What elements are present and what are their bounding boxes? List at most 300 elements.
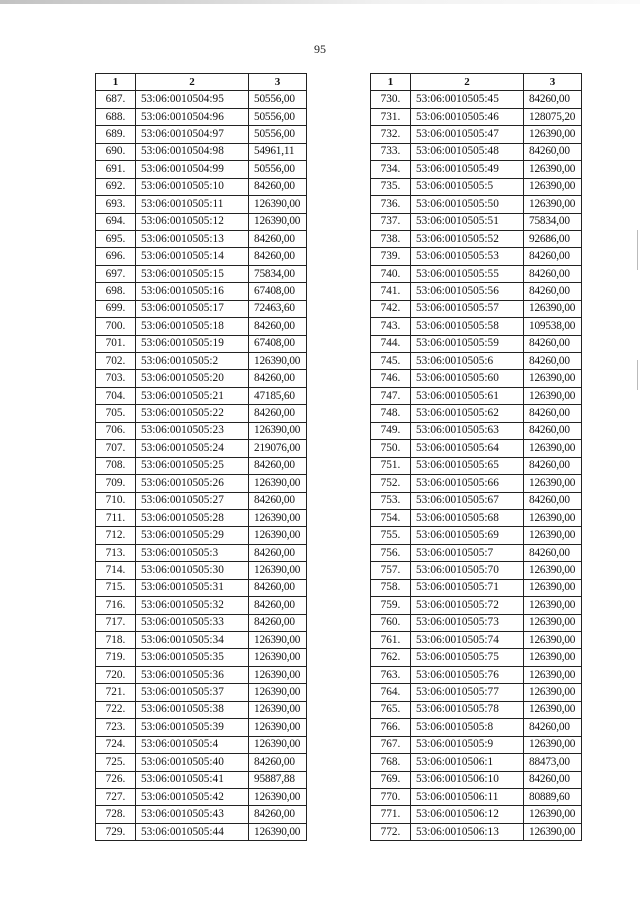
- table-row: [96, 475, 307, 492]
- row-number: 703.: [96, 370, 136, 387]
- cadastral-number: 53:06:0010505:25: [136, 457, 249, 474]
- cadastral-number: 53:06:0010505:57: [411, 300, 524, 317]
- row-number: 699.: [96, 300, 136, 317]
- cadastral-value: 47185,60: [249, 387, 307, 404]
- cadastral-value: 84260,00: [249, 614, 307, 631]
- table-row: [96, 649, 307, 666]
- table-row: [371, 475, 582, 492]
- cadastral-value: 84260,00: [524, 91, 582, 108]
- cadastral-value: 75834,00: [249, 265, 307, 282]
- row-number: 687.: [96, 91, 136, 108]
- cadastral-value: 126390,00: [524, 806, 582, 823]
- row-number: 770.: [371, 788, 411, 805]
- row-number: 734.: [371, 161, 411, 178]
- cadastral-number: 53:06:0010505:50: [411, 196, 524, 213]
- table-row: [371, 143, 582, 160]
- row-number: 706.: [96, 422, 136, 439]
- cadastral-value: 126390,00: [249, 736, 307, 753]
- table-row: [371, 230, 582, 247]
- row-number: 730.: [371, 91, 411, 108]
- cadastral-number: 53:06:0010505:52: [411, 230, 524, 247]
- cadastral-number: 53:06:0010505:43: [136, 806, 249, 823]
- cadastral-value: 50556,00: [249, 161, 307, 178]
- cadastral-number: 53:06:0010505:47: [411, 126, 524, 143]
- table-row: [371, 318, 582, 335]
- row-number: 748.: [371, 405, 411, 422]
- cadastral-value: 126390,00: [249, 422, 307, 439]
- table-row: [371, 265, 582, 282]
- cadastral-value: 84260,00: [524, 283, 582, 300]
- cadastral-number: 53:06:0010505:7: [411, 544, 524, 561]
- cadastral-number: 53:06:0010505:48: [411, 143, 524, 160]
- cadastral-number: 53:06:0010504:96: [136, 108, 249, 125]
- row-number: 708.: [96, 457, 136, 474]
- row-number: 753.: [371, 492, 411, 509]
- table-row: [96, 143, 307, 160]
- header-col-cadastral: 2: [411, 74, 524, 91]
- table-row: [371, 492, 582, 509]
- cadastral-number: 53:06:0010505:46: [411, 108, 524, 125]
- cadastral-value: 126390,00: [524, 579, 582, 596]
- table-row: [96, 754, 307, 771]
- cadastral-number: 53:06:0010505:11: [136, 196, 249, 213]
- cadastral-number: 53:06:0010505:59: [411, 335, 524, 352]
- cadastral-value: 126390,00: [524, 632, 582, 649]
- table-row: [96, 736, 307, 753]
- scan-margin-mark: [637, 360, 638, 390]
- table-row: [96, 230, 307, 247]
- row-number: 716.: [96, 597, 136, 614]
- table-row: [96, 178, 307, 195]
- cadastral-number: 53:06:0010505:8: [411, 719, 524, 736]
- row-number: 749.: [371, 422, 411, 439]
- table-row: [96, 213, 307, 230]
- cadastral-value: 50556,00: [249, 91, 307, 108]
- cadastral-value: 126390,00: [249, 509, 307, 526]
- cadastral-value: 50556,00: [249, 108, 307, 125]
- row-number: 769.: [371, 771, 411, 788]
- cadastral-number: 53:06:0010504:97: [136, 126, 249, 143]
- cadastral-number: 53:06:0010505:18: [136, 318, 249, 335]
- row-number: 761.: [371, 632, 411, 649]
- cadastral-number: 53:06:0010505:73: [411, 614, 524, 631]
- row-number: 731.: [371, 108, 411, 125]
- cadastral-value: 126390,00: [524, 387, 582, 404]
- table-row: [96, 597, 307, 614]
- row-number: 697.: [96, 265, 136, 282]
- table-row: [371, 196, 582, 213]
- table-header-row: [371, 74, 582, 91]
- cadastral-value: 75834,00: [524, 213, 582, 230]
- cadastral-value: 126390,00: [524, 178, 582, 195]
- cadastral-number: 53:06:0010505:6: [411, 353, 524, 370]
- table-row: [371, 788, 582, 805]
- cadastral-value: 126390,00: [524, 509, 582, 526]
- row-number: 736.: [371, 196, 411, 213]
- cadastral-value: 84260,00: [524, 353, 582, 370]
- row-number: 696.: [96, 248, 136, 265]
- cadastral-value: 126390,00: [249, 684, 307, 701]
- table-row: [96, 701, 307, 718]
- row-number: 747.: [371, 387, 411, 404]
- row-number: 715.: [96, 579, 136, 596]
- table-row: [96, 666, 307, 683]
- table-row: [371, 126, 582, 143]
- table-row: [96, 719, 307, 736]
- table-row: [371, 178, 582, 195]
- cadastral-value: 84260,00: [249, 318, 307, 335]
- table-row: [96, 684, 307, 701]
- row-number: 690.: [96, 143, 136, 160]
- table-row: [96, 422, 307, 439]
- table-row: [371, 509, 582, 526]
- cadastral-number: 53:06:0010505:78: [411, 701, 524, 718]
- cadastral-number: 53:06:0010505:51: [411, 213, 524, 230]
- cadastral-number: 53:06:0010505:5: [411, 178, 524, 195]
- cadastral-value: 84260,00: [524, 457, 582, 474]
- cadastral-value: 88473,00: [524, 754, 582, 771]
- table-row: [371, 440, 582, 457]
- table-row: [96, 370, 307, 387]
- row-number: 729.: [96, 823, 136, 840]
- page-number: 95: [314, 42, 326, 56]
- table-row: [96, 492, 307, 509]
- row-number: 713.: [96, 544, 136, 561]
- cadastral-number: 53:06:0010505:32: [136, 597, 249, 614]
- row-number: 768.: [371, 754, 411, 771]
- table-row: [371, 701, 582, 718]
- row-number: 700.: [96, 318, 136, 335]
- row-number: 721.: [96, 684, 136, 701]
- table-row: [96, 614, 307, 631]
- cadastral-number: 53:06:0010505:38: [136, 701, 249, 718]
- cadastral-value: 128075,20: [524, 108, 582, 125]
- cadastral-value: 126390,00: [249, 562, 307, 579]
- cadastral-value: 126390,00: [524, 649, 582, 666]
- cadastral-number: 53:06:0010505:72: [411, 597, 524, 614]
- cadastral-number: 53:06:0010505:55: [411, 265, 524, 282]
- cadastral-number: 53:06:0010505:56: [411, 283, 524, 300]
- table-row: [371, 457, 582, 474]
- cadastral-value: 126390,00: [524, 475, 582, 492]
- table-row: [371, 422, 582, 439]
- cadastral-number: 53:06:0010505:3: [136, 544, 249, 561]
- row-number: 709.: [96, 475, 136, 492]
- row-number: 741.: [371, 283, 411, 300]
- cadastral-value: 72463,60: [249, 300, 307, 317]
- cadastral-number: 53:06:0010505:27: [136, 492, 249, 509]
- table-row: [96, 387, 307, 404]
- cadastral-number: 53:06:0010506:10: [411, 771, 524, 788]
- row-number: 751.: [371, 457, 411, 474]
- cadastral-number: 53:06:0010505:77: [411, 684, 524, 701]
- row-number: 693.: [96, 196, 136, 213]
- cadastral-number: 53:06:0010505:34: [136, 632, 249, 649]
- row-number: 763.: [371, 666, 411, 683]
- table-row: [96, 335, 307, 352]
- cadastral-number: 53:06:0010505:29: [136, 527, 249, 544]
- cadastral-number: 53:06:0010505:4: [136, 736, 249, 753]
- cadastral-number: 53:06:0010505:12: [136, 213, 249, 230]
- cadastral-value: 80889,60: [524, 788, 582, 805]
- cadastral-number: 53:06:0010505:53: [411, 248, 524, 265]
- row-number: 714.: [96, 562, 136, 579]
- cadastral-number: 53:06:0010505:2: [136, 353, 249, 370]
- cadastral-number: 53:06:0010505:30: [136, 562, 249, 579]
- cadastral-number: 53:06:0010505:62: [411, 405, 524, 422]
- cadastral-value: 50556,00: [249, 126, 307, 143]
- table-row: [96, 457, 307, 474]
- cadastral-number: 53:06:0010505:40: [136, 754, 249, 771]
- cadastral-value: 84260,00: [524, 335, 582, 352]
- row-number: 755.: [371, 527, 411, 544]
- table-header-row: [96, 74, 307, 91]
- cadastral-value: 84260,00: [524, 405, 582, 422]
- row-number: 720.: [96, 666, 136, 683]
- row-number: 691.: [96, 161, 136, 178]
- header-col-number: 1: [371, 74, 411, 91]
- table-row: [371, 632, 582, 649]
- cadastral-number: 53:06:0010505:41: [136, 771, 249, 788]
- row-number: 766.: [371, 719, 411, 736]
- cadastral-value: 92686,00: [524, 230, 582, 247]
- cadastral-number: 53:06:0010505:17: [136, 300, 249, 317]
- cadastral-number: 53:06:0010505:74: [411, 632, 524, 649]
- cadastral-number: 53:06:0010505:24: [136, 440, 249, 457]
- cadastral-value: 67408,00: [249, 283, 307, 300]
- table-row: [371, 335, 582, 352]
- cadastral-number: 53:06:0010506:1: [411, 754, 524, 771]
- table-row: [96, 788, 307, 805]
- cadastral-value: 126390,00: [524, 161, 582, 178]
- row-number: 740.: [371, 265, 411, 282]
- table-row: [371, 719, 582, 736]
- table-row: [371, 736, 582, 753]
- cadastral-value: 126390,00: [249, 649, 307, 666]
- row-number: 733.: [371, 143, 411, 160]
- row-number: 724.: [96, 736, 136, 753]
- row-number: 688.: [96, 108, 136, 125]
- table-row: [96, 509, 307, 526]
- table-row: [96, 126, 307, 143]
- table-row: [371, 614, 582, 631]
- table-row: [96, 823, 307, 840]
- table-row: [371, 544, 582, 561]
- row-number: 738.: [371, 230, 411, 247]
- cadastral-number: 53:06:0010505:67: [411, 492, 524, 509]
- cadastral-number: 53:06:0010505:70: [411, 562, 524, 579]
- cadastral-number: 53:06:0010505:33: [136, 614, 249, 631]
- cadastral-value: 84260,00: [249, 492, 307, 509]
- cadastral-value: 126390,00: [524, 684, 582, 701]
- cadastral-value: 126390,00: [524, 126, 582, 143]
- cadastral-value: 126390,00: [524, 562, 582, 579]
- cadastral-number: 53:06:0010504:95: [136, 91, 249, 108]
- table-row: [96, 562, 307, 579]
- cadastral-value: 84260,00: [249, 248, 307, 265]
- cadastral-value: 126390,00: [524, 370, 582, 387]
- cadastral-value: 126390,00: [524, 736, 582, 753]
- row-number: 771.: [371, 806, 411, 823]
- cadastral-value: 95887,88: [249, 771, 307, 788]
- cadastral-number: 53:06:0010505:36: [136, 666, 249, 683]
- row-number: 743.: [371, 318, 411, 335]
- row-number: 760.: [371, 614, 411, 631]
- cadastral-value: 84260,00: [524, 248, 582, 265]
- cadastral-number: 53:06:0010505:69: [411, 527, 524, 544]
- table-row: [371, 684, 582, 701]
- table-row: [96, 544, 307, 561]
- row-number: 723.: [96, 719, 136, 736]
- cadastral-number: 53:06:0010505:21: [136, 387, 249, 404]
- row-number: 745.: [371, 353, 411, 370]
- table-row: [371, 370, 582, 387]
- row-number: 698.: [96, 283, 136, 300]
- cadastral-number: 53:06:0010504:99: [136, 161, 249, 178]
- table-row: [371, 579, 582, 596]
- cadastral-value: 126390,00: [524, 701, 582, 718]
- row-number: 704.: [96, 387, 136, 404]
- cadastral-number: 53:06:0010505:39: [136, 719, 249, 736]
- cadastral-value: 84260,00: [249, 457, 307, 474]
- cadastral-value: 126390,00: [524, 440, 582, 457]
- row-number: 742.: [371, 300, 411, 317]
- cadastral-number: 53:06:0010505:16: [136, 283, 249, 300]
- cadastral-value: 126390,00: [249, 353, 307, 370]
- cadastral-number: 53:06:0010505:23: [136, 422, 249, 439]
- cadastral-value: 219076,00: [249, 440, 307, 457]
- row-number: 719.: [96, 649, 136, 666]
- cadastral-number: 53:06:0010506:13: [411, 823, 524, 840]
- cadastral-value: 126390,00: [524, 300, 582, 317]
- cadastral-number: 53:06:0010505:10: [136, 178, 249, 195]
- cadastral-value: 84260,00: [524, 771, 582, 788]
- cadastral-number: 53:06:0010505:35: [136, 649, 249, 666]
- cadastral-value: 84260,00: [249, 370, 307, 387]
- cadastral-value: 84260,00: [249, 230, 307, 247]
- cadastral-number: 53:06:0010505:65: [411, 457, 524, 474]
- row-number: 727.: [96, 788, 136, 805]
- cadastral-value: 84260,00: [249, 405, 307, 422]
- cadastral-number: 53:06:0010505:14: [136, 248, 249, 265]
- row-number: 765.: [371, 701, 411, 718]
- cadastral-value: 126390,00: [249, 666, 307, 683]
- cadastral-number: 53:06:0010505:60: [411, 370, 524, 387]
- table-row: [371, 527, 582, 544]
- row-number: 762.: [371, 649, 411, 666]
- cadastral-number: 53:06:0010505:42: [136, 788, 249, 805]
- row-number: 752.: [371, 475, 411, 492]
- register-table-left: [95, 73, 307, 841]
- cadastral-number: 53:06:0010505:26: [136, 475, 249, 492]
- table-row: [371, 300, 582, 317]
- table-row: [96, 579, 307, 596]
- table-row: [96, 265, 307, 282]
- header-col-value: 3: [249, 74, 307, 91]
- row-number: 750.: [371, 440, 411, 457]
- cadastral-value: 54961,11: [249, 143, 307, 160]
- cadastral-value: 126390,00: [249, 213, 307, 230]
- cadastral-number: 53:06:0010505:9: [411, 736, 524, 753]
- scan-edge-shadow: [0, 0, 640, 4]
- table-row: [96, 283, 307, 300]
- header-col-number: 1: [96, 74, 136, 91]
- table-row: [96, 318, 307, 335]
- cadastral-value: 84260,00: [249, 754, 307, 771]
- row-number: 702.: [96, 353, 136, 370]
- cadastral-value: 126390,00: [524, 527, 582, 544]
- row-number: 717.: [96, 614, 136, 631]
- cadastral-number: 53:06:0010505:63: [411, 422, 524, 439]
- cadastral-number: 53:06:0010505:61: [411, 387, 524, 404]
- cadastral-value: 126390,00: [524, 196, 582, 213]
- cadastral-value: 84260,00: [524, 422, 582, 439]
- header-col-cadastral: 2: [136, 74, 249, 91]
- cadastral-number: 53:06:0010504:98: [136, 143, 249, 160]
- row-number: 695.: [96, 230, 136, 247]
- cadastral-value: 84260,00: [249, 544, 307, 561]
- cadastral-number: 53:06:0010505:45: [411, 91, 524, 108]
- cadastral-value: 67408,00: [249, 335, 307, 352]
- cadastral-value: 84260,00: [249, 597, 307, 614]
- table-row: [371, 806, 582, 823]
- row-number: 739.: [371, 248, 411, 265]
- row-number: 737.: [371, 213, 411, 230]
- cadastral-value: 126390,00: [524, 666, 582, 683]
- row-number: 689.: [96, 126, 136, 143]
- cadastral-number: 53:06:0010505:22: [136, 405, 249, 422]
- row-number: 756.: [371, 544, 411, 561]
- cadastral-number: 53:06:0010505:37: [136, 684, 249, 701]
- table-row: [96, 248, 307, 265]
- row-number: 725.: [96, 754, 136, 771]
- row-number: 718.: [96, 632, 136, 649]
- cadastral-value: 84260,00: [524, 719, 582, 736]
- cadastral-number: 53:06:0010506:12: [411, 806, 524, 823]
- row-number: 701.: [96, 335, 136, 352]
- cadastral-value: 126390,00: [524, 597, 582, 614]
- row-number: 711.: [96, 509, 136, 526]
- cadastral-number: 53:06:0010505:71: [411, 579, 524, 596]
- row-number: 735.: [371, 178, 411, 195]
- cadastral-number: 53:06:0010505:20: [136, 370, 249, 387]
- row-number: 757.: [371, 562, 411, 579]
- row-number: 728.: [96, 806, 136, 823]
- cadastral-value: 126390,00: [249, 701, 307, 718]
- row-number: 732.: [371, 126, 411, 143]
- cadastral-value: 126390,00: [249, 788, 307, 805]
- row-number: 772.: [371, 823, 411, 840]
- cadastral-number: 53:06:0010505:44: [136, 823, 249, 840]
- cadastral-value: 126390,00: [249, 632, 307, 649]
- row-number: 759.: [371, 597, 411, 614]
- table-row: [371, 161, 582, 178]
- table-row: [96, 91, 307, 108]
- table-row: [371, 405, 582, 422]
- cadastral-value: 126390,00: [524, 614, 582, 631]
- table-row: [371, 353, 582, 370]
- row-number: 754.: [371, 509, 411, 526]
- cadastral-value: 126390,00: [249, 719, 307, 736]
- cadastral-number: 53:06:0010505:13: [136, 230, 249, 247]
- table-row: [371, 771, 582, 788]
- row-number: 694.: [96, 213, 136, 230]
- row-number: 692.: [96, 178, 136, 195]
- table-row: [371, 108, 582, 125]
- scan-margin-mark: [637, 230, 638, 270]
- table-row: [371, 283, 582, 300]
- table-row: [371, 649, 582, 666]
